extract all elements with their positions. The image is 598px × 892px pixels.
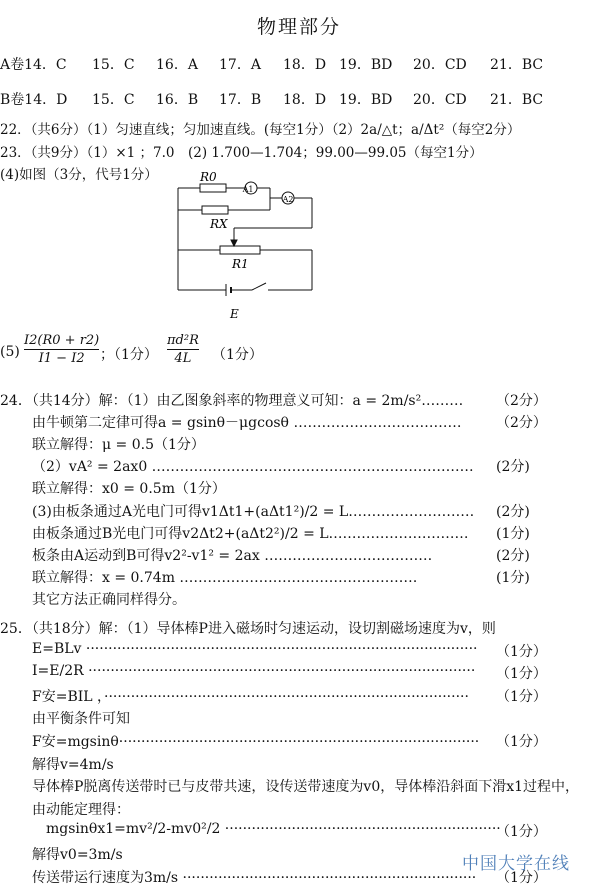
label-e: E bbox=[230, 307, 239, 321]
q24-score: (2分) bbox=[496, 547, 530, 564]
q24-line: (3)由板条通过A光电门可得v1Δt1+(aΔt1²)/2 = L……………………… bbox=[32, 503, 475, 520]
q24-score: (2分) bbox=[496, 503, 530, 520]
answer-item: 18．D bbox=[283, 57, 327, 73]
watermark: 中国大学在线 bbox=[462, 854, 570, 874]
q22-answer: 22．（共6分）（1）匀速直线；匀加速直线。(每空1分）（2）2a/△t；a/Δt²（每空2分） bbox=[0, 122, 521, 138]
resistor-r1 bbox=[220, 246, 260, 254]
page-title: 物理部分 bbox=[256, 16, 341, 38]
q25-line: 传送带运行速度为3m/s ·································································· bbox=[32, 869, 477, 886]
answer-item: 21．BC bbox=[490, 92, 544, 108]
q24-score: (1分) bbox=[496, 569, 530, 586]
q24-line: 联立解得：x0 = 0.5m（1分） bbox=[32, 481, 226, 498]
q25-score: （1分） bbox=[496, 666, 547, 683]
resistor-r0 bbox=[200, 184, 226, 192]
q25-line: I=E/2R ······················································································· bbox=[32, 663, 476, 680]
q25-line: F安=BIL ，·················································································· bbox=[32, 688, 469, 705]
q23-part5-score: ；（1分） bbox=[100, 347, 158, 363]
formula-fraction bbox=[24, 333, 99, 366]
answer-item: 16．A bbox=[156, 57, 198, 73]
q25-line: 由动能定理得： bbox=[32, 801, 130, 818]
resistor-rx bbox=[202, 206, 228, 214]
q24-line: 联立解得：x = 0.74m …………………………………………… bbox=[32, 569, 418, 586]
q25-line: 25．（共18分）解：（1）导体棒P进入磁场时匀速运动，设切割磁场速度为v，则 bbox=[0, 621, 496, 637]
q24-line: 由板条通过B光电门可得v2Δt2+(aΔt2²)/2 = L………………………… bbox=[32, 525, 469, 542]
answer-item: 20．CD bbox=[413, 92, 467, 108]
q24-score: （2分） bbox=[496, 415, 547, 432]
answer-item: 15．C bbox=[92, 92, 135, 108]
q24-score: (1分) bbox=[496, 525, 530, 542]
q23-answer: 23．（共9分）（1）×1 ；7.0 (2) 1.700—1.704；99.00—99.05（每空1分） bbox=[0, 145, 483, 161]
label-a2: A2 bbox=[282, 195, 294, 204]
label-a1: A1 bbox=[242, 185, 254, 194]
answer-row-b bbox=[0, 89, 598, 109]
fraction-numerator: πd²R bbox=[167, 333, 199, 348]
q24-line: 由牛顿第二定律可得a = gsinθ－μgcosθ ……………………………… bbox=[32, 415, 462, 432]
label-rx: RX bbox=[210, 217, 228, 231]
q24-line: （2）vA² = 2ax0 …………………………………………………………… bbox=[32, 459, 474, 476]
q25-score: （1分） bbox=[496, 869, 547, 886]
q25-score: （1分） bbox=[496, 734, 547, 750]
label-r0: R0 bbox=[200, 170, 217, 184]
answer-item: 19．BD bbox=[339, 92, 393, 108]
q25-line: E=BLv ························································································ bbox=[32, 640, 478, 657]
answer-item: 16．B bbox=[156, 92, 199, 108]
q25-line: 解得v0=3m/s bbox=[32, 847, 123, 863]
answer-row-a bbox=[0, 54, 598, 74]
answer-item: 17．B bbox=[219, 92, 262, 108]
circuit-diagram bbox=[170, 168, 320, 323]
q23-part5-score: （1分） bbox=[212, 347, 263, 363]
q24-line: 板条由A运动到B可得v2²-v1² = 2ax ……………………………… bbox=[32, 547, 433, 564]
q23-part4: (4)如图（3分，代号1分） bbox=[0, 167, 158, 183]
answer-item: 15．C bbox=[92, 57, 135, 73]
answer-item: 19．BD bbox=[339, 57, 393, 73]
answer-item: 20．CD bbox=[413, 57, 467, 73]
q25-score: （1分） bbox=[496, 643, 547, 660]
q24-line: 联立解得：μ = 0.5（1分） bbox=[32, 437, 205, 454]
answer-item: 17．A bbox=[219, 57, 261, 73]
answer-label: A卷14．C bbox=[0, 57, 67, 73]
q25-line: 导体棒P脱离传送带时已与皮带共速，设传送带速度为v0，导体棒沿斜面下滑x1过程中， bbox=[32, 779, 580, 796]
label-r1: R1 bbox=[232, 257, 249, 271]
q23-part5-prefix: (5) bbox=[0, 344, 20, 360]
q25-line: mgsinθx1=mv²/2-mv0²/2 ······························································ bbox=[46, 821, 501, 838]
fraction-denominator: 4L bbox=[174, 351, 192, 366]
answer-item: 21．BC bbox=[490, 57, 544, 73]
formula-fraction bbox=[167, 333, 199, 366]
answer-item: 18．D bbox=[283, 92, 327, 108]
q25-line: 由平衡条件可知 bbox=[32, 711, 130, 728]
fraction-denominator: I1 − I2 bbox=[38, 351, 85, 366]
q24-line: 其它方法正确同样得分。 bbox=[32, 591, 186, 608]
q25-score: （1分） bbox=[496, 688, 547, 705]
q24-line: 24．（共14分）解：（1）由乙图象斜率的物理意义可知：a = 2m/s²……… bbox=[0, 393, 464, 409]
q24-score: (2分) bbox=[496, 459, 530, 476]
fraction-numerator: I2(R0 + r2) bbox=[24, 333, 100, 348]
answer-label: B卷14．D bbox=[0, 92, 68, 108]
q25-line: F安=mgsinθ················································································· bbox=[32, 734, 480, 750]
q24-score: （2分） bbox=[496, 393, 547, 409]
q25-score: （1分） bbox=[496, 824, 547, 841]
q25-line: 解得v=4m/s bbox=[32, 756, 114, 773]
